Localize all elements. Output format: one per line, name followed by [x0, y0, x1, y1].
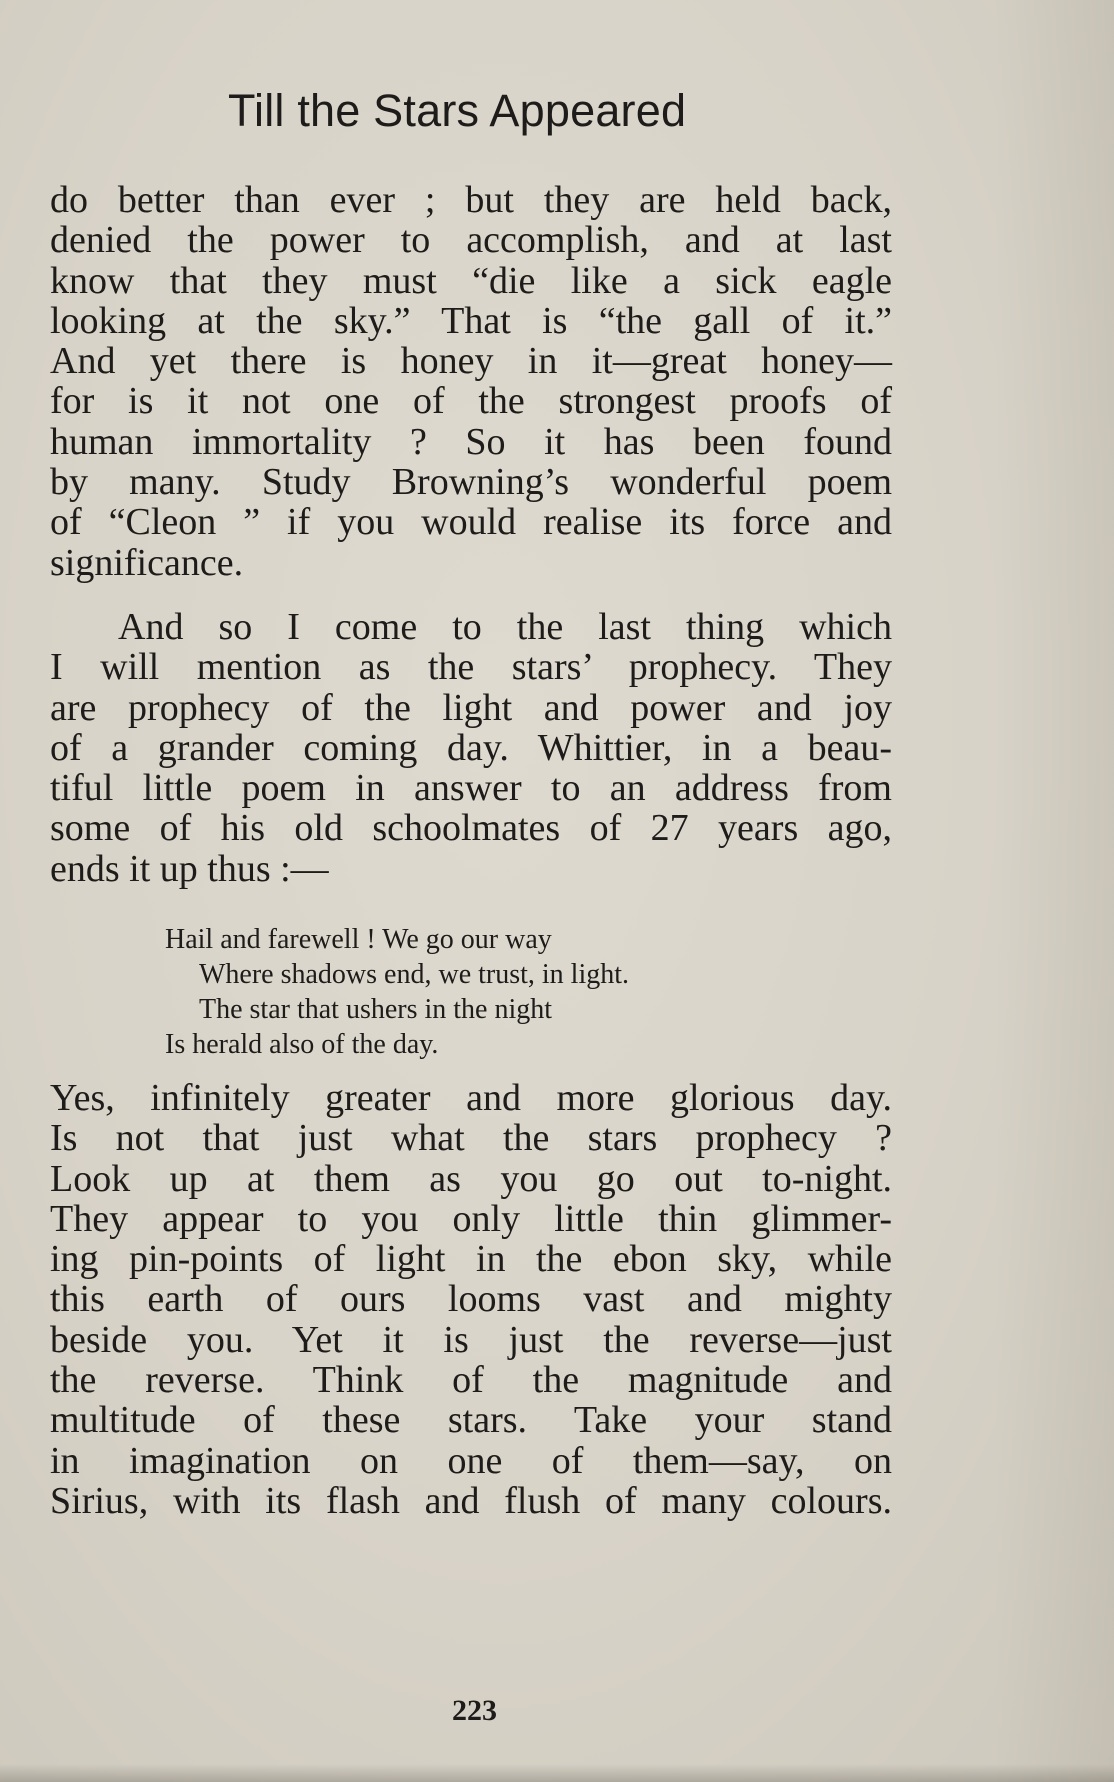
page-edge-shade [994, 0, 1114, 1782]
paragraph-2 [50, 607, 892, 889]
text-line: in imagination on one of them—say, on [50, 1439, 892, 1482]
text-line: ends it up thus :— [50, 847, 329, 890]
text-line: I will mention as the stars’ prophecy. They [50, 646, 892, 689]
text-line: tiful little poem in answer to an address from [50, 767, 892, 810]
text-line: denied the power to accomplish, and at last [50, 219, 892, 262]
text-line: do better than ever ; but they are held back, [50, 179, 892, 221]
text-line: looking at the sky.” That is “the gall of it.” [50, 299, 892, 342]
poem-line: Where shadows end, we trust, in light. [199, 959, 630, 990]
text-line: Is not that just what the stars prophecy ? [50, 1117, 892, 1160]
text-line: some of his old schoolmates of 27 years ago, [50, 807, 892, 850]
poem-line: The star that ushers in the night [199, 994, 553, 1025]
text-line: human immortality ? So it has been found [50, 420, 892, 463]
text-line: of a grander coming day. Whittier, in a beau- [50, 726, 892, 769]
text-line: And yet there is honey in it—great honey— [50, 340, 892, 383]
text-line: of “Cleon ” if you would realise its force and [50, 501, 892, 544]
paragraph-1 [50, 180, 892, 583]
text-line: by many. Study Browning’s wonderful poem [50, 461, 892, 504]
text-line: know that they must “die like a sick eagle [50, 259, 892, 302]
poem-line: Is herald also of the day. [165, 1029, 439, 1060]
text-line: the reverse. Think of the magnitude and [50, 1359, 892, 1402]
text-line: They appear to you only little thin glimmer- [50, 1197, 892, 1240]
text-line: significance. [50, 541, 244, 584]
text-line: for is it not one of the strongest proofs of [50, 380, 892, 423]
text-line: Yes, infinitely greater and more glorious day. [50, 1077, 892, 1119]
text-line: this earth of ours looms vast and mighty [50, 1278, 892, 1321]
page-number: 223 [452, 1694, 497, 1727]
paragraph-3 [50, 1078, 892, 1521]
text-line: multitude of these stars. Take your stand [50, 1399, 892, 1442]
running-head: Till the Stars Appeared [228, 85, 687, 136]
page-bottom-shadow [0, 1764, 1114, 1782]
text-line: Look up at them as you go out to-night. [50, 1157, 892, 1200]
text-line: And so I come to the last thing which [118, 606, 892, 648]
text-line: ing pin-points of light in the ebon sky, while [50, 1238, 892, 1281]
poem-quote [165, 922, 629, 1062]
text-line: Sirius, with its flash and flush of many colours. [50, 1479, 892, 1522]
text-line: are prophecy of the light and power and joy [50, 686, 892, 729]
poem-line: Hail and farewell ! We go our way [165, 924, 552, 955]
text-line: beside you. Yet it is just the reverse—just [50, 1318, 892, 1361]
